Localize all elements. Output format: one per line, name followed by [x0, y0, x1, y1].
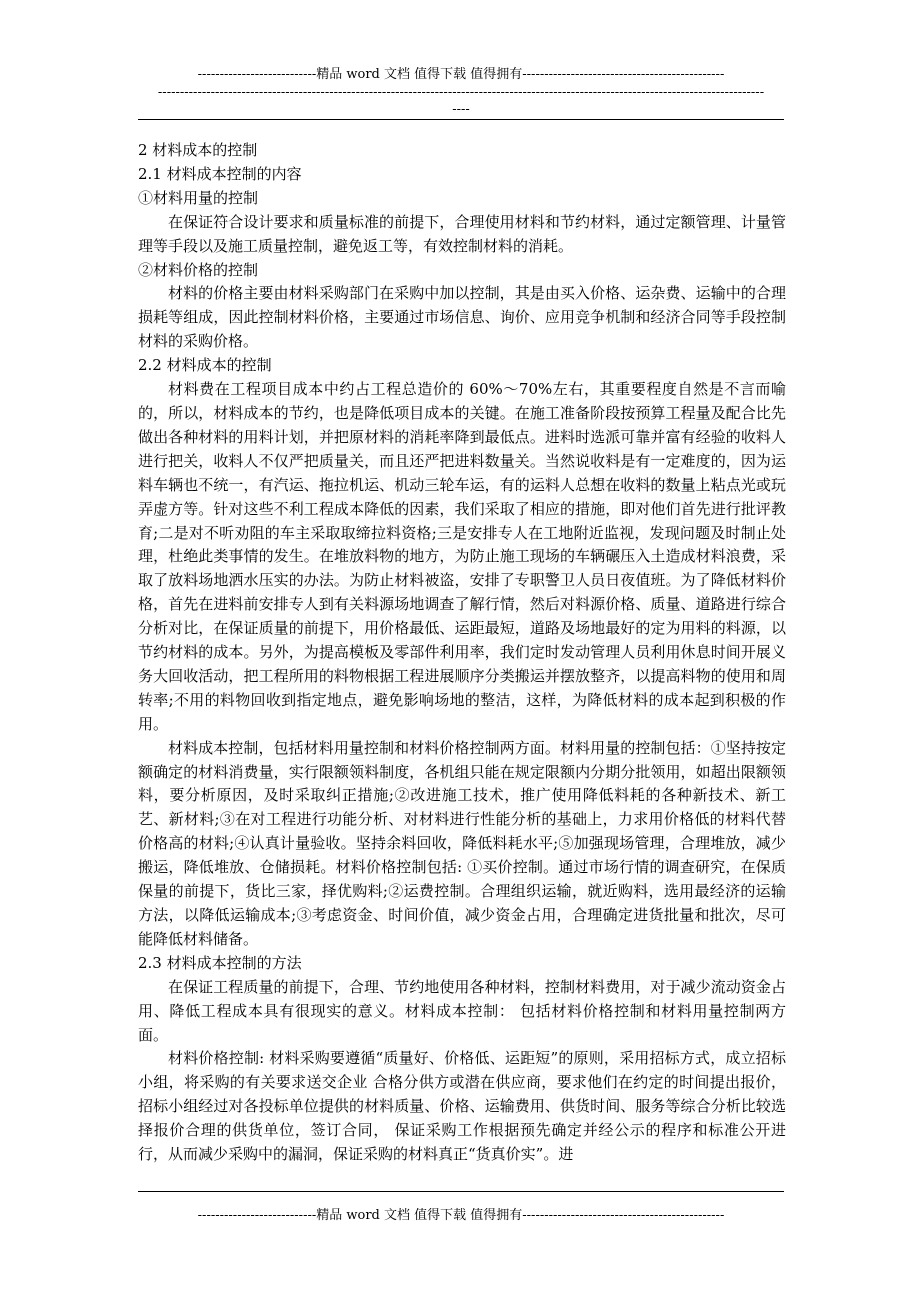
- subheading-material-price: ②材料价格的控制: [138, 260, 259, 279]
- paragraph-control-methods-1: 在保证工程质量的前提下，合理、节约地使用各种材料，控制材料费用，对于减少流动资金占用、降低工程成本具有很现实的意义。材料成本控制： 包括材料价格控制和材料用量控制两方面。: [138, 977, 786, 1044]
- footer-rule: [138, 1191, 784, 1192]
- section-heading-2-2: 2.2 材料成本的控制: [138, 356, 272, 375]
- header-dash-tail: ----: [452, 102, 470, 117]
- section-heading-2-1: 2.1 材料成本控制的内容: [138, 164, 302, 183]
- paragraph-control-methods-2: 材料价格控制: 材料采购要遵循“质量好、价格低、运距短”的原则，采用招标方式，成立招标小组，将采购的有关要求送交企业 合格分供方或潜在供应商，要求他们在约定的时间提出报价，招标小组经过对各投标单位提供的材料质量、价格、运输费用、供货时间、服务等综合分析比较选择报价合理的供货单位，签订合同， 保证采购工作根据预先确定并经公示的程序和标准公开进行，从而减少采购中的漏洞，保证采购的材料真正“货真价实”。进: [138, 1049, 786, 1164]
- subheading-material-usage: ①材料用量的控制: [138, 188, 259, 207]
- paragraph-material-price: 材料的价格主要由材料采购部门在采购中加以控制，其是由买入价格、运杂费、运输中的合理损耗等组成，因此控制材料价格，主要通过市场信息、询价、应用竞争机制和经济合同等手段控制材料的采购价格。: [138, 284, 786, 351]
- paragraph-cost-control-1: 材料费在工程项目成本中约占工程总造价的 60%～70%左右，其重要程度自然是不言而喻的，所以，材料成本的节约，也是降低项目成本的关键。在施工准备阶段按预算工程量及配合比先做出各种材料的用料计划，并把原材料的消耗率降到最低点。进料时选派可靠并富有经验的收料人进行把关，收料人不仅严把质量关，而且还严把进料数量关。当然说收料是有一定难度的，因为运料车辆也不统一，有汽运、拖拉机运、机动三轮车运，有的运料人总想在收料的数量上粘点光或玩弄虚方等。针对这些不利工程成本降低的因素，我们采取了相应的措施，即对他们首先进行批评教育;二是对不听劝阻的车主采取取缔拉料资格;三是安排专人在工地附近监视，发现问题及时制止处理，杜绝此类事情的发生。在堆放料物的地方，为防止施工现场的车辆碾压入土造成材料浪费，采取了放料场地洒水压实的办法。为防止材料被盗，安排了专职警卫人员日夜值班。为了降低材料价格，首先在进料前安排专人到有关料源场地调查了解行情，然后对料源价格、质量、道路进行综合分析对比，在保证质量的前提下，用价格最低、运距最短，道路及场地最好的定为用料的料源，以节约材料的成本。另外，为提高模板及零部件利用率，我们定时发动管理人员利用休息时间开展义务大回收活动，把工程所用的料物根据工程进展顺序分类搬运并摆放整齐，以提高料物的使用和周转率;不用的料物回收到指定地点，避免影响场地的整洁，这样，为降低材料的成本起到积极的作用。: [138, 380, 786, 733]
- header-rule: [138, 119, 784, 120]
- document-body: [138, 139, 786, 1167]
- section-heading-2-3: 2.3 材料成本控制的方法: [138, 953, 302, 972]
- paragraph-cost-control-2: 材料成本控制，包括材料用量控制和材料价格控制两方面。材料用量的控制包括：①坚持按定额确定的材料消费量，实行限额领料制度，各机组只能在规定限额内分期分批领用，如超出限额领料，要分析原因，及时采取纠正措施;②改进施工技术，推广使用降低料耗的各种新技术、新工艺、新材料;③在对工程进行功能分析、对材料进行性能分析的基础上，力求用价格低的材料代替价格高的材料;④认真计量验收。坚持余料回收，降低料耗水平;⑤加强现场管理，合理堆放，减少搬运，降低堆放、仓储损耗。材料价格控制包括: ①买价控制。通过市场行情的调查研究，在保质保量的前提下，货比三家，择优购料;②运费控制。合理组织运输，就近购料，选用最经济的运输方法，以降低运输成本;③考虑资金、时间价值，减少资金占用，合理确定进货批量和批次，尽可能降低材料储备。: [138, 738, 786, 948]
- footer-banner-line: ---------------------------精品 word 文档 值得下载 值得拥有----------------------------------------------: [197, 1208, 725, 1223]
- header-dash-line: ------------------------------------------------------------------------------------------------------------------------------------------: [157, 85, 765, 100]
- header-banner-line: ---------------------------精品 word 文档 值得下载 值得拥有----------------------------------------------: [197, 67, 725, 82]
- section-heading-2: 2 材料成本的控制: [138, 141, 258, 159]
- paragraph-material-usage: 在保证符合设计要求和质量标准的前提下，合理使用材料和节约材料，通过定额管理、计量管理等手段以及施工质量控制，避免返工等，有效控制材料的消耗。: [138, 212, 786, 255]
